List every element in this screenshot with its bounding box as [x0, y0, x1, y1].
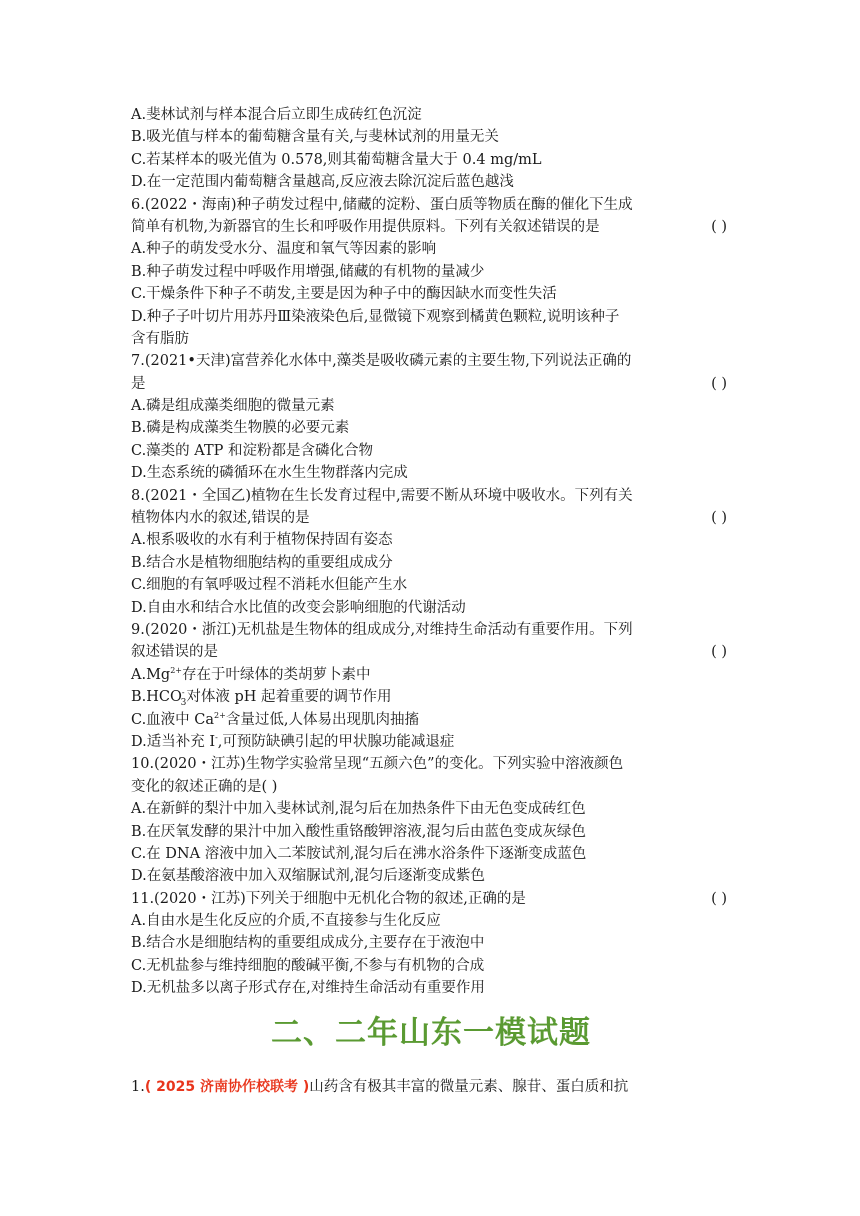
answer-bracket: ( ) [711, 644, 727, 661]
option-prefix: C.血液中 Ca [131, 711, 215, 728]
question-stem-text: 山药含有极其丰富的微量元素、腺苷、蛋白质和抗 [309, 1078, 629, 1095]
option-text: C.在 DNA 溶液中加入二苯胺试剂,混匀后在沸水浴条件下逐渐变成蓝色 [131, 845, 587, 862]
question-stem-text: 是 [131, 375, 146, 392]
option-text: C.细胞的有氧呼吸过程不消耗水但能产生水 [131, 577, 408, 594]
option-text [131, 686, 731, 708]
question-stem: 9.(2020・浙江)无机盐是生物体的组成成分,对维持生命活动有重要作用。下列 [131, 621, 633, 638]
question-content [131, 104, 731, 1098]
option-text: B.结合水是细胞结构的重要组成成分,主要存在于液泡中 [131, 935, 485, 952]
question-stem: 6.(2022・海南)种子萌发过程中,储藏的淀粉、蛋白质等物质在酶的催化下生成 [131, 196, 633, 213]
option-text: A.斐林试剂与样本混合后立即生成砖红色沉淀 [131, 107, 422, 123]
answer-bracket: ( ) [711, 218, 727, 235]
question-stem-text: 11.(2020・江苏)下列关于细胞中无机化合物的叙述,正确的是 [131, 890, 526, 907]
question-stem: 10.(2020・江苏)生物学实验常呈现“五颜六色”的变化。下列实验中溶液颜色 [131, 756, 624, 773]
option-text: A.在新鲜的梨汁中加入斐林试剂,混匀后在加热条件下由无色变成砖红色 [131, 801, 586, 818]
ion-charge: 2+ [214, 710, 226, 720]
ion-charge: - [215, 733, 218, 743]
question-stem: 7.(2021•天津)富营养化水体中,藻类是吸收磷元素的主要生物,下列说法正确的 [131, 353, 632, 370]
option-text: B.在厌氧发酵的果汁中加入酸性重铬酸钾溶液,混匀后由蓝色变成灰绿色 [131, 823, 586, 840]
question-stem-line [131, 641, 731, 663]
question-stem-text: 植物体内水的叙述,错误的是 [131, 510, 310, 527]
option-rest: ,可预防缺碘引起的甲状腺功能减退症 [217, 733, 455, 750]
question-stem [131, 1076, 731, 1098]
option-text [131, 731, 731, 753]
option-text: D.在氨基酸溶液中加入双缩脲试剂,混匀后逐渐变成紫色 [131, 868, 485, 885]
option-text: D.种子子叶切片用苏丹Ⅲ染液染色后,显微镜下观察到橘黄色颗粒,说明该种子 [131, 308, 620, 325]
option-text: A.种子的萌发受水分、温度和氧气等因素的影响 [131, 241, 437, 258]
question-stem-line [131, 888, 731, 910]
option-text: D.自由水和结合水比值的改变会影响细胞的代谢活动 [131, 599, 466, 616]
answer-bracket: ( ) [711, 890, 727, 907]
question-number: 1. [131, 1078, 145, 1095]
option-text: B.磷是构成藻类生物膜的必要元素 [131, 420, 350, 437]
option-text [131, 709, 731, 731]
option-rest: 含量过低,人体易出现肌肉抽搐 [225, 711, 419, 728]
question-stem-text: 简单有机物,为新器官的生长和呼吸作用提供原料。下列有关叙述错误的是 [131, 218, 600, 235]
option-text: A.自由水是生化反应的介质,不直接参与生化反应 [131, 913, 441, 930]
option-prefix: D.适当补充 I [131, 733, 216, 750]
ion-charge: 2+ [170, 665, 183, 675]
answer-bracket: ( ) [711, 375, 727, 392]
option-text: B.吸光值与样本的葡萄糖含量有关,与斐林试剂的用量无关 [131, 129, 499, 146]
option-text: C.若某样本的吸光值为 0.578,则其葡萄糖含量大于 0.4 mg/mL [131, 151, 542, 168]
question-stem-line [131, 507, 731, 529]
option-text: C.无机盐参与维持细胞的酸碱平衡,不参与有机物的合成 [131, 957, 485, 974]
option-text: D.在一定范围内葡萄糖含量越高,反应液去除沉淀后蓝色越浅 [131, 174, 514, 191]
option-text: 含有脂肪 [131, 330, 189, 347]
option-text: B.结合水是植物细胞结构的重要组成成分 [131, 554, 393, 571]
option-prefix: B.HCO [131, 689, 182, 706]
option-text: D.生态系统的磷循环在水生生物群落内完成 [131, 465, 408, 482]
source-tag: ( 2025 济南协作校联考 ) [144, 1078, 310, 1095]
ion-charge: - [181, 688, 185, 698]
section-heading: 二、二年山东一模试题 [271, 1014, 591, 1051]
question-stem-line [131, 216, 731, 238]
option-text: C.干燥条件下种子不萌发,主要是因为种子中的酶因缺水而变性失活 [131, 286, 557, 303]
option-text: A.根系吸收的水有利于植物保持固有姿态 [131, 532, 393, 549]
option-text: D.无机盐多以离子形式存在,对维持生命活动有重要作用 [131, 980, 485, 997]
question-stem-text: 叙述错误的是 [131, 644, 218, 661]
option-rest: 存在于叶绿体的类胡萝卜素中 [182, 666, 371, 683]
option-text: B.种子萌发过程中呼吸作用增强,储藏的有机物的量减少 [131, 263, 485, 280]
answer-bracket: ( ) [711, 510, 727, 527]
option-rest: 对体液 pH 起着重要的调节作用 [186, 689, 392, 706]
ion-subscript: 3 [180, 698, 187, 709]
option-text: C.藻类的 ATP 和淀粉都是含磷化合物 [131, 442, 374, 459]
option-text [131, 664, 731, 686]
option-text: A.磷是组成藻类细胞的微量元素 [131, 398, 335, 415]
question-stem-line [131, 373, 731, 395]
option-prefix: A.Mg [131, 666, 171, 683]
question-stem: 变化的叙述正确的是( ) [131, 778, 278, 795]
question-stem: 8.(2021・全国乙)植物在生长发育过程中,需要不断从环境中吸收水。下列有关 [131, 487, 633, 504]
